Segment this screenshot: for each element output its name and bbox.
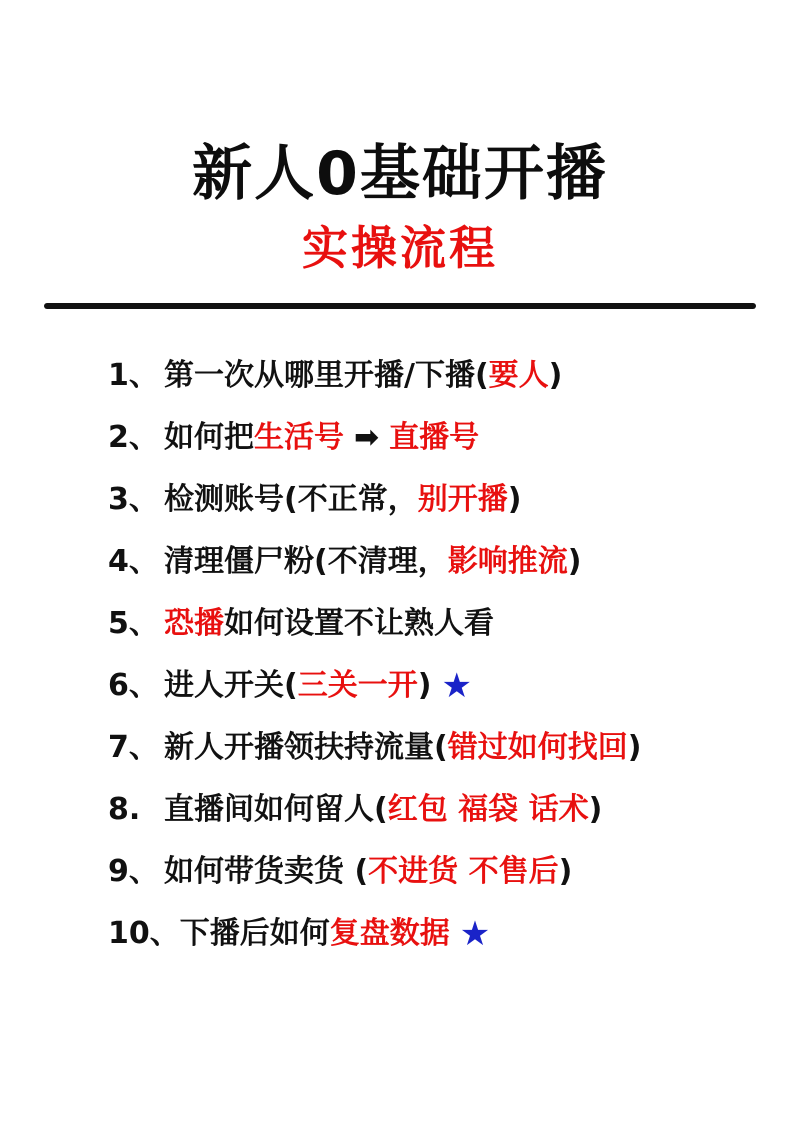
list-item-plain: 下播后如何	[179, 915, 330, 951]
list-item-plain: 检测账号(不正常，	[164, 481, 418, 517]
list-item-index: 5、	[108, 605, 159, 641]
list-item-highlight: 错过如何找回	[447, 729, 628, 765]
list-item-index: 6、	[108, 667, 159, 703]
list-item	[108, 717, 800, 779]
list-item-highlight: 直播号	[389, 419, 480, 455]
list-item-plain: )	[548, 357, 563, 393]
list-item-highlight: 三关一开	[297, 667, 418, 703]
title-block	[0, 0, 800, 309]
list-item-highlight: 恐播	[164, 605, 224, 641]
list-item-index: 1、	[108, 357, 159, 393]
page-subtitle: 实操流程	[302, 221, 498, 275]
list-item-highlight: 不进货 不售后	[368, 853, 559, 889]
list-item-text	[164, 481, 522, 517]
list-item-index: 9、	[108, 853, 159, 889]
page-title: 新人0基础开播	[192, 139, 608, 209]
list-item-index: 7、	[108, 729, 159, 765]
list-item-plain: 如何把	[164, 419, 254, 455]
list-item-index: 2、	[108, 419, 159, 455]
list-item-plain: )	[588, 791, 603, 827]
list-item-highlight: 别开播	[417, 481, 508, 517]
list-item-highlight: 影响推流	[447, 543, 568, 579]
list-item	[108, 841, 800, 903]
list-item-plain: 清理僵尸粉(不清理，	[164, 543, 448, 579]
list-item	[108, 345, 800, 407]
list-item-plain: )	[627, 729, 642, 765]
list-item-index: 8.	[108, 791, 141, 827]
list-item-text	[164, 853, 573, 889]
list-item-text	[164, 543, 582, 579]
list-item-text	[164, 729, 642, 765]
list-item-plain: 如何设置不让熟人看	[224, 605, 494, 641]
list-item	[108, 531, 800, 593]
list-item-text	[164, 605, 494, 641]
list-item-index: 4、	[108, 543, 159, 579]
list-item-text	[164, 419, 480, 455]
list-item-text	[164, 791, 603, 827]
arrow-icon: ➡	[354, 419, 380, 455]
list-item	[108, 655, 800, 717]
list-item-text	[164, 667, 432, 703]
star-icon: ★	[441, 665, 472, 706]
list-item	[108, 407, 800, 469]
list-item-plain: 如何带货卖货 (	[164, 853, 369, 889]
list-item-highlight: 生活号	[254, 419, 344, 455]
list-item	[108, 779, 800, 841]
list-item-index: 10、	[108, 915, 180, 951]
list-item-plain: )	[567, 543, 582, 579]
list-item-index: 3、	[108, 481, 159, 517]
list-item-plain: )	[558, 853, 573, 889]
list-item-highlight: 要人	[488, 357, 549, 393]
list-item-plain: 进人开关(	[164, 667, 298, 703]
list-item-plain: )	[507, 481, 522, 517]
list-item-plain: 新人开播领扶持流量(	[164, 729, 448, 765]
star-icon: ★	[459, 913, 491, 954]
title-divider	[44, 303, 756, 309]
topic-list	[0, 345, 800, 965]
list-item-highlight: 复盘数据	[329, 915, 450, 951]
list-item-text	[179, 915, 450, 951]
list-item	[108, 469, 800, 531]
list-item-text	[164, 357, 563, 393]
list-item	[108, 593, 800, 655]
list-item-plain: 第一次从哪里开播/下播(	[164, 357, 489, 393]
list-item-plain: )	[417, 667, 432, 703]
list-item-plain: 直播间如何留人(	[164, 791, 388, 827]
list-item	[108, 903, 800, 965]
list-item-highlight: 红包 福袋 话术	[387, 791, 589, 827]
